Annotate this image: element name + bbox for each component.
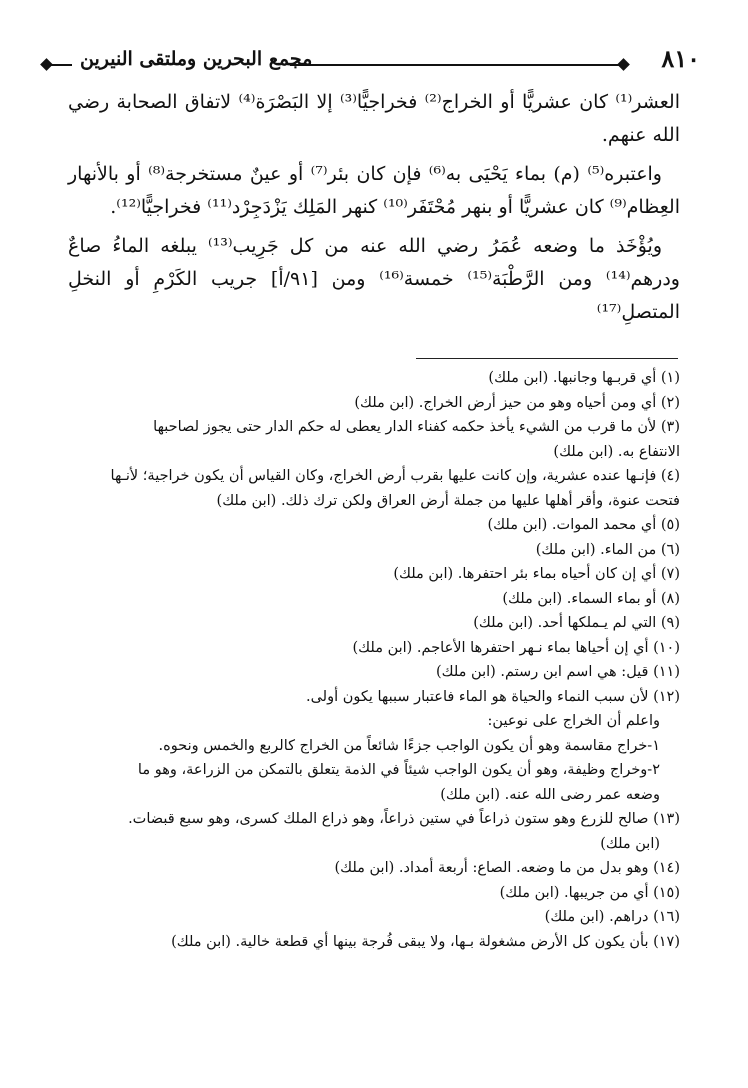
footnote-11: (١١) قيل: هي اسم ابن رستم. (ابن ملك): [436, 664, 680, 680]
footnote-9: (٩) التي لم يـملكها أحد. (ابن ملك): [473, 615, 680, 631]
footnote-3: (٣) لأن ما قرب من الشيء يأخذ حكمه كفناء الدار يعطى له حكم الدار حتى يجوز لصاحبها الانتفاع به. (ابن ملك): [153, 419, 680, 460]
footnote-10: (١٠) أي إن أحياها بماء نـهر احتفرها الأعاجم. (ابن ملك): [352, 639, 680, 656]
main-text: [68, 86, 680, 335]
footnote-13: (١٣) صالح للزرع وهو ستون ذراعاً في ستين ذراعاً، وهو ذراع الملك كسرى، وهو سبع قبضات. (ابن ملك): [128, 811, 680, 852]
footnote-16: (١٦) دراهم. (ابن ملك): [544, 909, 680, 925]
footnote-separator: [416, 358, 678, 359]
footnotes: [68, 366, 680, 954]
footnote-5: (٥) أي محمد الموات. (ابن ملك): [487, 517, 680, 533]
main-paragraph: واعتبره⁽⁵⁾ (م) بماء يَحْيَى به⁽⁶⁾ فإن كان بئر⁽⁷⁾ أو عينٌ مستخرجة⁽⁸⁾ أو بالأنهار العِظام⁽⁹⁾ كان عشريًّا أو بنهر مُحْتَفَر⁽¹⁰⁾ كنهر المَلِك يَزْدَجِرْد⁽¹¹⁾ فخراجيًّا⁽¹²⁾.: [68, 163, 680, 218]
footnote-14: (١٤) وهو بدل من ما وضعه. الصاع: أربعة أمداد. (ابن ملك): [334, 860, 680, 876]
footnote-17: (١٧) بأن يكون كل الأرض مشغولة بـها، ولا يبقى فُرجة بينها أي قطعة خالية. (ابن ملك): [171, 933, 680, 950]
main-paragraph: ويُؤْخَذ ما وضعه عُمَرُ رضي الله عنه من كل جَرِيب⁽¹³⁾ يبلغه الماءُ صاعٌ ودرهم⁽¹⁴⁾ ومن الرَّطْبَة⁽¹⁵⁾ خمسة⁽¹⁶⁾ ومن [٩١/أ] جريب الكَرْمِ أو النخلِ المتصلِ⁽¹⁷⁾: [68, 235, 680, 323]
header-rule: [290, 64, 620, 66]
footnote-7: (٧) أي إن كان أحياه بماء بئر احتفرها. (ابن ملك): [393, 566, 680, 582]
footnote-15: (١٥) أي من جريبها. (ابن ملك): [499, 884, 680, 901]
book-title: مجمع البحرين وملتقى النيرين: [80, 48, 313, 70]
footnote-2: (٢) أي ومن أحياه وهو من حيز أرض الخراج. (ابن ملك): [354, 394, 680, 411]
header-diamond-ornament: [40, 58, 53, 71]
page-header: [40, 44, 700, 80]
main-paragraph: العشر⁽¹⁾ كان عشريًّا أو الخراج⁽²⁾ فخراجيًّا⁽³⁾ إلا البَصْرَة⁽⁴⁾ لاتفاق الصحابة رضي الله عنهم.: [68, 91, 680, 146]
footnote-4: (٤) فإنـها عنده عشرية، وإن كانت عليها بقرب أرض الخراج، وكان القياس أن يكون خراجية؛ لأنـها فتحت عنوة، وأقر أهلها عليها من جملة أرض العراق ولكن ترك ذلك. (ابن ملك): [110, 468, 680, 509]
footnote-6: (٦) من الماء. (ابن ملك): [535, 541, 680, 558]
footnote-8: (٨) أو بماء السماء. (ابن ملك): [502, 590, 680, 607]
footnote-1: (١) أي قربـها وجانبها. (ابن ملك): [488, 370, 680, 386]
footnote-12: (١٢) لأن سبب النماء والحياة هو الماء فاعتبار سببها يكون أولى. واعلم أن الخراج على نوعين: ١-خراج مقاسمة وهو أن يكون الواجب جزءًا شائعاً من الخراج كالربع والخمس ونحوه. ٢-وخراج وظيفة، وهو أن يكون الواجب شيئاً في الذمة يتعلق بالتمكن من الزراعة، وهو ما وضعه عمر رضى الله عنه. (ابن ملك): [137, 688, 680, 803]
page-number: ٨١٠: [661, 44, 700, 73]
